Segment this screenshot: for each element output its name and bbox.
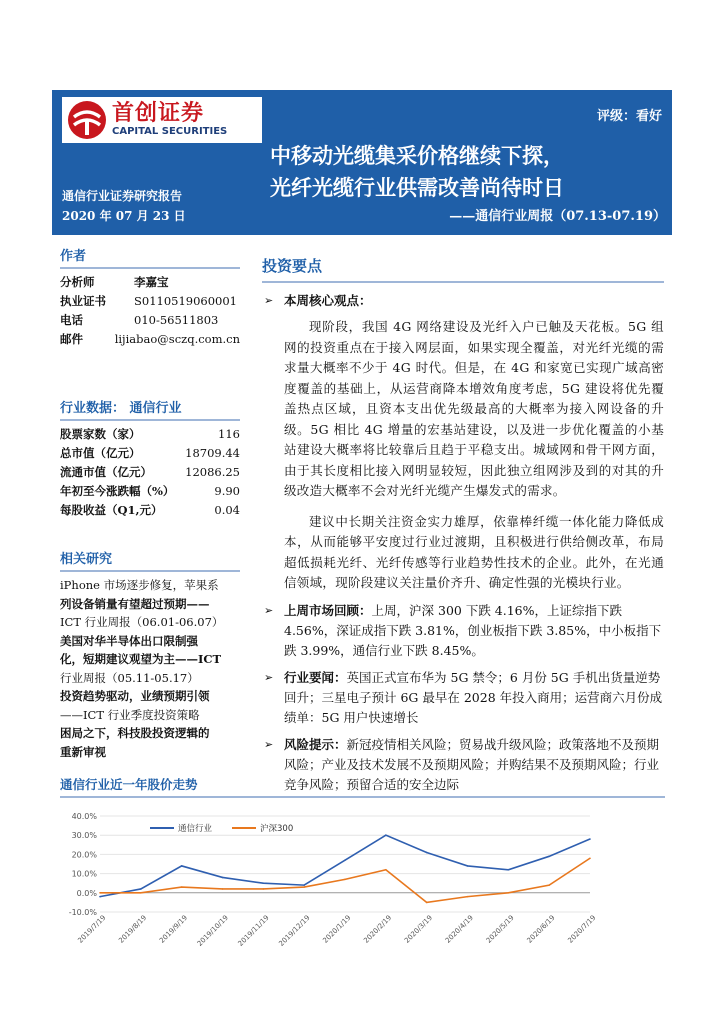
x-tick-label: 2020/3/19 — [403, 913, 435, 945]
investment-points-title: 投资要点 — [262, 255, 664, 283]
related-line[interactable]: 化，短期建议观望为主——ICT — [60, 652, 222, 666]
x-tick-label: 2020/5/19 — [484, 913, 516, 945]
industry-row — [60, 425, 240, 444]
related-line[interactable]: 列设备销量有望超过预期—— — [60, 596, 210, 611]
core-view-para-1: 现阶段，我国 4G 网络建设及光纤入户已触及天花板。5G 组网的投资重点在于接入网层面，如果实现全覆盖，对光纤光缆的需求量大概率不少于 4G 时代。但是，在 4G 和家宽已实现广域高密度覆盖的基础上，从运营商降本增效角度考虑，5G 建设将优先覆盖热点区域，且资本支出优先级最高的大概率为接入网设备的升级。5G 相比 4G 增量的宏基站建设，以及进一步优化覆盖的小基站建设大概率将比较靠后且趋于平稳支出。城域网和骨干网方面，由于其长度相比接入网明显较短，因此独立组网涉及到的对其的升级改造大概率不会对光纤光缆产生爆发式的需求。 — [284, 319, 664, 498]
data-point — [181, 886, 183, 888]
data-point — [426, 852, 428, 854]
y-tick-label: 40.0% — [71, 812, 97, 821]
industry-row-label: 每股收益（Q1,元） — [60, 503, 163, 517]
industry-row — [60, 444, 240, 463]
company-logo — [62, 97, 262, 143]
left-sidebar — [60, 245, 240, 761]
cert-number: S0110519060001 — [134, 294, 237, 308]
email-label: 邮件 — [60, 332, 83, 346]
x-tick-label: 2020/6/19 — [525, 913, 557, 945]
legend-label: 沪深300 — [260, 824, 294, 834]
related-section-title: 相关研究 — [60, 548, 240, 572]
x-tick-label: 2019/8/19 — [117, 913, 149, 945]
industry-row-value: 0.04 — [214, 503, 240, 517]
logo-english-name: CAPITAL SECURITIES — [112, 126, 228, 137]
y-tick-label: 30.0% — [71, 831, 97, 841]
x-tick-label: 2019/11/19 — [236, 913, 271, 948]
data-point — [140, 892, 142, 894]
email-row — [60, 330, 240, 349]
industry-row-label: 流通市值（亿元） — [60, 465, 152, 479]
logo-chinese-name: 首创证券 — [112, 101, 205, 126]
data-point — [426, 902, 428, 904]
related-research-list[interactable] — [60, 576, 240, 761]
data-point — [263, 888, 265, 890]
phone-row — [60, 311, 240, 330]
series-line — [100, 858, 590, 902]
industry-row-label: 股票家数（家） — [60, 427, 141, 441]
related-line[interactable]: 行业周报（05.11-05.17） — [60, 670, 199, 685]
related-line[interactable]: 重新审视 — [60, 744, 106, 759]
weekly-subtitle: ——通信行业周报（07.13-07.19） — [449, 209, 666, 224]
data-point — [222, 877, 224, 879]
industry-row-value: 116 — [218, 427, 240, 441]
phone-number: 010-56511803 — [134, 313, 219, 327]
industry-row-value: 9.90 — [214, 484, 240, 498]
data-point — [140, 888, 142, 890]
risk-text: 新冠疫情相关风险；贸易战升级风险；政策落地不及预期风险；产业及技术发展不及预期风险；并购结果不及预期风险；行业竞争风险；预留合适的安全边际 — [284, 736, 660, 792]
market-review-text: 上周，沪深 300 下跌 4.16%，上证综指下跌 4.56%，深证成指下跌 3.81%，创业板指下跌 3.85%，中小板指下跌 3.99%，通信行业下跌 8.45%。 — [284, 602, 662, 658]
related-line[interactable]: ICT 行业周报（06.01-06.07） — [60, 615, 224, 629]
arrow-bullet-icon: ➢ — [264, 603, 274, 617]
analyst-label: 分析师 — [60, 275, 95, 289]
industry-news-text: 英国正式宣布华为 5G 禁令；6 月份 5G 手机出货量逆势回升；三星电子预计 6G 最早在 2028 年投入商用；运营商六月份成绩单：5G 用户快速增长 — [284, 669, 663, 725]
x-tick-label: 2020/4/19 — [443, 913, 475, 945]
core-view-label: 本周核心观点： — [284, 293, 372, 308]
market-review-bullet — [262, 601, 664, 661]
data-point — [99, 892, 101, 894]
x-tick-label: 2019/9/19 — [158, 913, 190, 945]
industry-data-list — [60, 425, 240, 520]
data-point — [303, 886, 305, 888]
related-line[interactable]: iPhone 市场逐步修复，苹果系 — [60, 578, 219, 592]
industry-row-value: 18709.44 — [185, 446, 240, 460]
industry-row-label: 年初至今涨跌幅（%） — [60, 484, 175, 498]
market-review-label: 上周市场回顾： — [284, 602, 372, 618]
related-line[interactable]: 困局之下，科技股投资逻辑的 — [60, 726, 210, 740]
related-line[interactable]: 美国对华半导体出口限制强 — [60, 633, 198, 648]
data-point — [99, 896, 101, 898]
report-date: 2020 年 07 月 23 日 — [62, 209, 186, 223]
y-tick-label: 0.0% — [76, 888, 97, 898]
price-trend-chart — [60, 810, 600, 950]
analyst-name: 李嘉宝 — [134, 275, 169, 289]
industry-section-title: 行业数据： 通信行业 — [60, 397, 240, 421]
y-tick-label: 10.0% — [71, 869, 97, 879]
data-point — [508, 892, 510, 894]
data-point — [222, 888, 224, 890]
x-tick-label: 2019/10/19 — [195, 913, 230, 948]
data-point — [385, 834, 387, 836]
core-view-para-2: 建议中长期关注资金实力雄厚，依靠棒纤缆一体化能力降低成本，从而能够平安度过行业过渡期，且积极进行供给侧改革，布局超低损耗光纤、光纤传感等行业趋势性技术的企业。此外，在光通信领域，现阶段建议关注量价齐升、确定性强的光模块行业。 — [284, 513, 664, 590]
arrow-bullet-icon: ➢ — [264, 294, 274, 307]
report-title — [270, 140, 564, 204]
risk-label: 风险提示： — [284, 736, 347, 752]
phone-label: 电话 — [60, 313, 83, 327]
x-tick-label: 2020/2/19 — [362, 913, 394, 945]
industry-row — [60, 482, 240, 501]
data-point — [344, 879, 346, 881]
industry-row-value: 12086.25 — [185, 465, 240, 479]
industry-news-bullet — [262, 668, 664, 728]
data-point — [263, 882, 265, 884]
author-section-title: 作者 — [60, 245, 240, 269]
arrow-bullet-icon: ➢ — [264, 737, 274, 751]
data-point — [508, 869, 510, 871]
title-line-2: 光纤光缆行业供需改善尚待时日 — [270, 175, 564, 200]
data-point — [385, 869, 387, 871]
data-point — [467, 896, 469, 898]
data-point — [548, 884, 550, 886]
cert-row — [60, 292, 240, 311]
data-point — [467, 865, 469, 867]
x-tick-label: 2019/7/19 — [76, 913, 108, 945]
report-type: 通信行业证券研究报告 — [62, 189, 183, 203]
x-tick-label: 2020/7/19 — [566, 913, 598, 945]
data-point — [303, 884, 305, 886]
title-line-1: 中移动光缆集采价格继续下探， — [270, 143, 564, 168]
email-address[interactable]: lijiabao@sczq.com.cn — [114, 332, 240, 346]
data-point — [344, 859, 346, 861]
data-point — [589, 838, 591, 840]
legend-label: 通信行业 — [178, 824, 213, 834]
cert-label: 执业证书 — [60, 294, 106, 308]
industry-news-label: 行业要闻： — [284, 669, 347, 685]
logo-mark-icon — [66, 99, 108, 141]
industry-row-label: 总市值（亿元） — [60, 446, 141, 460]
chart-section-title: 通信行业近一年股价走势 — [60, 777, 198, 792]
data-point — [589, 857, 591, 859]
main-content — [262, 255, 664, 795]
industry-row — [60, 463, 240, 482]
chart-divider — [60, 796, 665, 798]
related-line[interactable]: ——ICT 行业季度投资策略 — [60, 707, 200, 722]
x-tick-label: 2020/1/19 — [321, 913, 353, 945]
rating: 评级：看好 — [596, 109, 662, 124]
data-point — [181, 865, 183, 867]
related-line[interactable]: 投资趋势驱动，业绩预期引领 — [60, 689, 210, 703]
data-point — [548, 856, 550, 858]
arrow-bullet-icon: ➢ — [264, 670, 274, 684]
y-tick-label: -10.0% — [68, 908, 97, 917]
core-view-bullet — [262, 291, 664, 311]
y-tick-label: 20.0% — [71, 850, 97, 860]
analyst-row — [60, 273, 240, 292]
industry-row — [60, 501, 240, 520]
risk-bullet — [262, 735, 664, 795]
x-tick-label: 2019/12/19 — [277, 913, 312, 948]
